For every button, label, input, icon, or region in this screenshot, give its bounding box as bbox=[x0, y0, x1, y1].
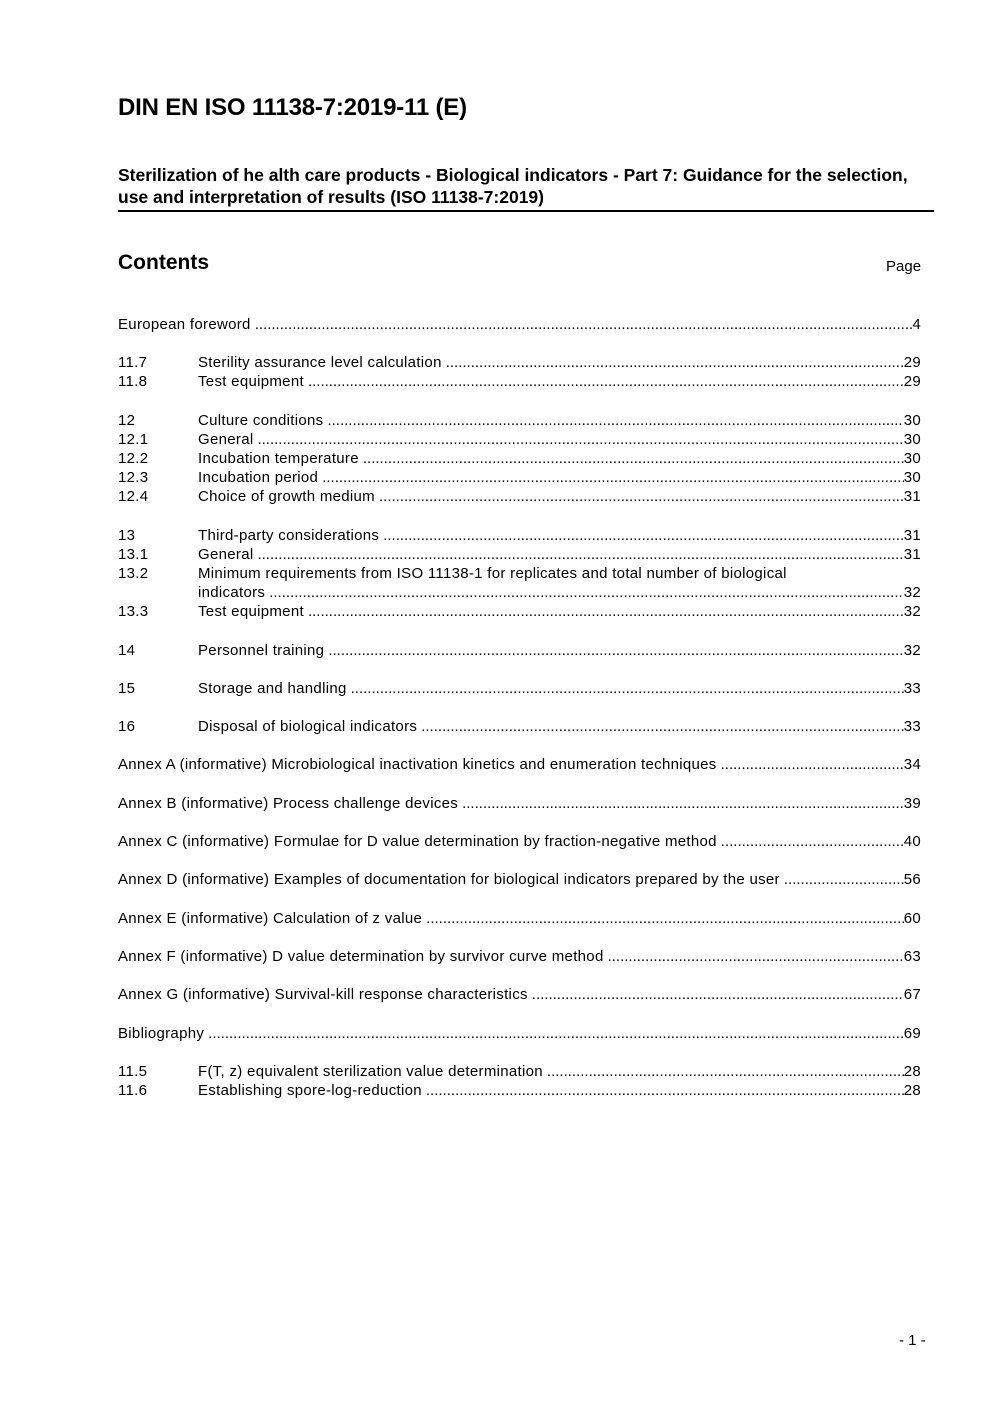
toc-entry-title: Annex D (informative) Examples of documentation for biological indicators prepared by the user bbox=[118, 871, 780, 888]
toc-entry-title: F(T, z) equivalent sterilization value determination bbox=[198, 1063, 543, 1080]
toc-entry[interactable] bbox=[118, 449, 921, 468]
toc-entry[interactable] bbox=[118, 1081, 921, 1100]
toc-entry-title: General bbox=[198, 431, 254, 448]
dot-leader bbox=[363, 449, 904, 468]
toc-entry-title: Annex A (informative) Microbiological inactivation kinetics and enumeration techniques bbox=[118, 756, 717, 773]
toc-entry[interactable] bbox=[118, 985, 921, 1004]
toc-entry-page: 39 bbox=[903, 795, 921, 812]
toc-entry-number: 11.5 bbox=[118, 1063, 148, 1080]
toc-entry-number: 16 bbox=[118, 718, 136, 735]
toc-entry-title: Third-party considerations bbox=[198, 527, 380, 544]
toc-entry[interactable] bbox=[118, 794, 921, 813]
toc-entry-title: Personnel training bbox=[198, 642, 325, 659]
toc-entry[interactable] bbox=[118, 468, 921, 487]
toc-entry[interactable] bbox=[118, 909, 921, 928]
title-divider bbox=[118, 210, 934, 212]
toc-entry[interactable] bbox=[118, 526, 921, 545]
toc-entry-title: Establishing spore-log-reduction bbox=[198, 1082, 422, 1099]
toc-entry-number: 13.2 bbox=[118, 565, 149, 582]
toc-entry[interactable] bbox=[118, 947, 921, 966]
toc-entry-page: 28 bbox=[903, 1082, 921, 1099]
toc-entry-page: 32 bbox=[903, 642, 921, 659]
toc-entry[interactable] bbox=[118, 755, 921, 774]
toc-entry[interactable] bbox=[118, 679, 921, 698]
toc-entry[interactable] bbox=[118, 315, 921, 334]
toc-entry-title: Annex F (informative) D value determination by survivor curve method bbox=[118, 948, 604, 965]
toc-entry-number: 12.3 bbox=[118, 469, 149, 486]
toc-entry-number: 12.1 bbox=[118, 431, 149, 448]
toc-entry-title: Storage and handling bbox=[198, 680, 347, 697]
dot-leader bbox=[351, 679, 904, 698]
dot-leader bbox=[383, 526, 903, 545]
dot-leader bbox=[208, 1024, 904, 1043]
dot-leader bbox=[446, 353, 904, 372]
dot-leader bbox=[547, 1062, 904, 1081]
toc-entry[interactable] bbox=[118, 411, 921, 430]
toc-entry-title: Disposal of biological indicators bbox=[198, 718, 418, 735]
toc-entry-page: 33 bbox=[903, 680, 921, 697]
toc-entry[interactable] bbox=[118, 717, 921, 736]
page-column-label: Page bbox=[886, 258, 922, 275]
dot-leader bbox=[257, 430, 903, 449]
toc-entry-page: 69 bbox=[903, 1025, 921, 1042]
toc-entry-page: 30 bbox=[903, 431, 921, 448]
toc-entry-page: 56 bbox=[903, 871, 921, 888]
toc-entry-page: 29 bbox=[903, 373, 921, 390]
toc-entry-title: Bibliography bbox=[118, 1025, 205, 1042]
toc-entry-page: 67 bbox=[903, 986, 921, 1003]
toc-entry-page: 31 bbox=[903, 488, 921, 505]
toc-entry-page: 30 bbox=[903, 412, 921, 429]
dot-leader bbox=[426, 909, 904, 928]
toc-entry-number: 15 bbox=[118, 680, 136, 697]
dot-leader bbox=[379, 487, 904, 506]
toc-entry-number: 12.4 bbox=[118, 488, 149, 505]
toc-entry[interactable] bbox=[118, 602, 921, 621]
document-subtitle: Sterilization of he alth care products - Biological indicators - Part 7: Guidance for the selection, use and interpretation of results (ISO 11138-7:2019) bbox=[118, 165, 908, 207]
toc-entry-page: 31 bbox=[903, 546, 921, 563]
dot-leader bbox=[308, 602, 904, 621]
dot-leader bbox=[327, 411, 903, 430]
toc-entry-page: 63 bbox=[903, 948, 921, 965]
toc-entry-title: Sterility assurance level calculation bbox=[198, 354, 442, 371]
toc-entry-title: Test equipment bbox=[198, 603, 304, 620]
dot-leader bbox=[721, 755, 904, 774]
toc-entry-page: 29 bbox=[903, 354, 921, 371]
toc-entry[interactable] bbox=[118, 870, 921, 889]
toc-entry-number: 12 bbox=[118, 412, 136, 429]
toc-entry-number: 13.1 bbox=[118, 546, 149, 563]
toc-entry-title: Incubation period bbox=[198, 469, 319, 486]
dot-leader bbox=[328, 641, 903, 660]
dot-leader bbox=[721, 832, 904, 851]
dot-leader bbox=[322, 468, 904, 487]
dot-leader bbox=[784, 870, 904, 889]
toc-entry-title: European foreword bbox=[118, 316, 251, 333]
toc-entry-number: 13 bbox=[118, 527, 136, 544]
toc-entry-title: Incubation temperature bbox=[198, 450, 359, 467]
toc-entry-title: Annex B (informative) Process challenge devices bbox=[118, 795, 459, 812]
contents-heading: Contents bbox=[118, 251, 209, 274]
toc-entry-page: 31 bbox=[903, 527, 921, 544]
dot-leader bbox=[257, 545, 903, 564]
toc-entry-page: 60 bbox=[903, 910, 921, 927]
toc-entry-page: 40 bbox=[903, 833, 921, 850]
dot-leader bbox=[462, 794, 904, 813]
toc-entry-title: Annex C (informative) Formulae for D value determination by fraction-negative method bbox=[118, 833, 717, 850]
document-title: DIN EN ISO 11138-7:2019-11 (E) bbox=[118, 94, 467, 121]
toc-entry-title: Annex E (informative) Calculation of z value bbox=[118, 910, 423, 927]
dot-leader bbox=[608, 947, 904, 966]
toc-entry[interactable] bbox=[118, 372, 921, 391]
dot-leader bbox=[532, 985, 904, 1004]
dot-leader bbox=[426, 1081, 904, 1100]
toc-entry[interactable] bbox=[118, 1024, 921, 1043]
toc-entry-number: 11.7 bbox=[118, 354, 148, 371]
toc-entry-page: 32 bbox=[903, 584, 921, 601]
toc-entry-number: 11.6 bbox=[118, 1082, 148, 1099]
toc-entry[interactable] bbox=[118, 1062, 921, 1081]
toc-entry-title: Annex G (informative) Survival-kill response characteristics bbox=[118, 986, 528, 1003]
toc-entry[interactable] bbox=[118, 430, 921, 449]
toc-entry[interactable] bbox=[118, 353, 921, 372]
toc-entry-title: Test equipment bbox=[198, 373, 304, 390]
toc-entry-title: Choice of growth medium bbox=[198, 488, 375, 505]
toc-entry-page: 28 bbox=[903, 1063, 921, 1080]
toc-entry-page: 33 bbox=[903, 718, 921, 735]
toc-entry-page: 4 bbox=[912, 316, 921, 333]
toc-entry-title-continued: indicators bbox=[198, 584, 266, 601]
toc-entry-page: 32 bbox=[903, 603, 921, 620]
toc-entry-number: 12.2 bbox=[118, 450, 149, 467]
toc-entry-page: 34 bbox=[903, 756, 921, 773]
dot-leader bbox=[421, 717, 904, 736]
dot-leader bbox=[269, 583, 904, 602]
dot-leader bbox=[255, 315, 913, 334]
toc-entry-page: 30 bbox=[903, 450, 921, 467]
toc-entry[interactable] bbox=[118, 564, 921, 602]
toc-entry[interactable] bbox=[118, 832, 921, 851]
toc-entry[interactable] bbox=[118, 641, 921, 660]
toc-entry-title: Culture conditions bbox=[198, 412, 324, 429]
toc-entry-title: Minimum requirements from ISO 11138-1 for replicates and total number of biological bbox=[198, 565, 787, 582]
toc-entry-title: General bbox=[198, 546, 254, 563]
toc-entry[interactable] bbox=[118, 487, 921, 506]
page-number: - 1 - bbox=[899, 1332, 926, 1349]
toc-entry-number: 14 bbox=[118, 642, 136, 659]
toc-entry-page: 30 bbox=[903, 469, 921, 486]
toc-entry-number: 13.3 bbox=[118, 603, 149, 620]
dot-leader bbox=[308, 372, 904, 391]
toc-entry-number: 11.8 bbox=[118, 373, 148, 390]
toc-entry[interactable] bbox=[118, 545, 921, 564]
